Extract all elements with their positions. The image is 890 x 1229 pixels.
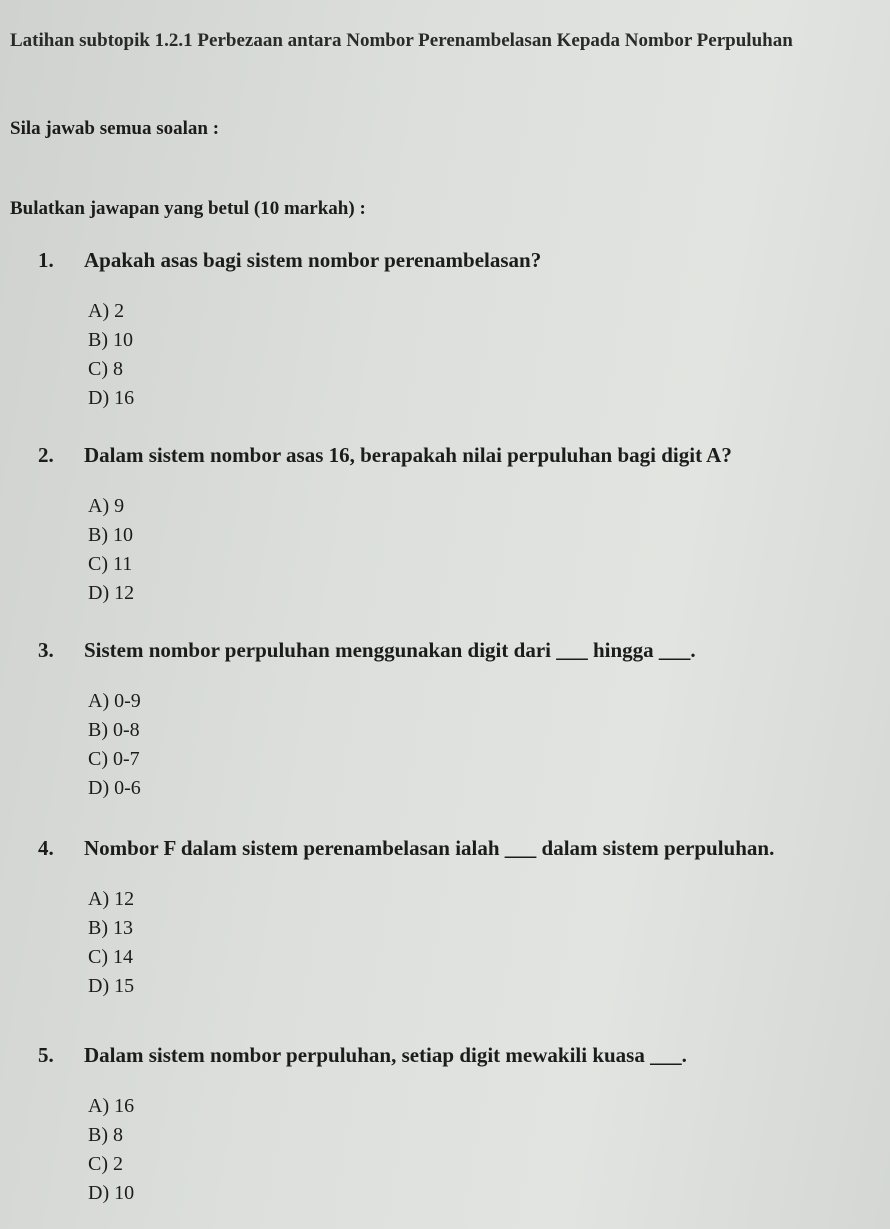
answer-option[interactable]: C) 11 (88, 553, 133, 575)
options-list (88, 1092, 687, 1208)
question-text: Nombor F dalam sistem perenambelasan ialah ___ dalam sistem perpuluhan. (84, 836, 775, 860)
answer-option[interactable]: A) 12 (88, 888, 135, 910)
options-list (88, 297, 541, 413)
answer-option[interactable]: B) 10 (88, 524, 133, 546)
answer-option[interactable]: A) 9 (88, 495, 125, 517)
question-text: Apakah asas bagi sistem nombor perenambelasan? (84, 248, 542, 272)
answer-option[interactable]: B) 8 (88, 1124, 123, 1146)
options-list (88, 885, 774, 1001)
worksheet-title: Latihan subtopik 1.2.1 Perbezaan antara Nombor Perenambelasan Kepada Nombor Perpuluhan (10, 30, 793, 51)
instruction-answer-all: Sila jawab semua soalan : (10, 118, 220, 139)
options-list (88, 687, 696, 803)
question-line (38, 443, 732, 468)
question-4 (38, 836, 774, 1001)
question-3 (38, 638, 696, 803)
options-list (88, 492, 732, 608)
answer-option[interactable]: A) 0-9 (88, 690, 141, 712)
answer-option[interactable]: B) 0-8 (88, 719, 140, 741)
question-text: Dalam sistem nombor perpuluhan, setiap digit mewakili kuasa ___. (84, 1043, 687, 1067)
question-text: Sistem nombor perpuluhan menggunakan digit dari ___ hingga ___. (84, 638, 696, 662)
question-number: 3. (38, 638, 54, 662)
question-number: 1. (38, 248, 54, 272)
answer-option[interactable]: D) 16 (88, 387, 135, 409)
answer-option[interactable]: A) 2 (88, 300, 125, 322)
instruction-circle-answer: Bulatkan jawapan yang betul (10 markah) : (10, 198, 366, 219)
answer-option[interactable]: C) 2 (88, 1153, 123, 1175)
answer-option[interactable]: C) 14 (88, 946, 133, 968)
question-number: 4. (38, 836, 54, 860)
question-5 (38, 1043, 687, 1208)
answer-option[interactable]: A) 16 (88, 1095, 135, 1117)
question-text: Dalam sistem nombor asas 16, berapakah nilai perpuluhan bagi digit A? (84, 443, 732, 467)
answer-option[interactable]: B) 13 (88, 917, 133, 939)
question-1 (38, 248, 541, 413)
question-number: 5. (38, 1043, 54, 1067)
answer-option[interactable]: C) 8 (88, 358, 123, 380)
question-number: 2. (38, 443, 54, 467)
answer-option[interactable]: D) 12 (88, 582, 135, 604)
answer-option[interactable]: B) 10 (88, 329, 133, 351)
question-line (38, 638, 696, 663)
answer-option[interactable]: D) 0-6 (88, 777, 141, 799)
question-line (38, 248, 541, 273)
answer-option[interactable]: D) 10 (88, 1182, 135, 1204)
answer-option[interactable]: C) 0-7 (88, 748, 140, 770)
question-line (38, 836, 774, 861)
answer-option[interactable]: D) 15 (88, 975, 135, 997)
question-line (38, 1043, 687, 1068)
question-2 (38, 443, 732, 608)
